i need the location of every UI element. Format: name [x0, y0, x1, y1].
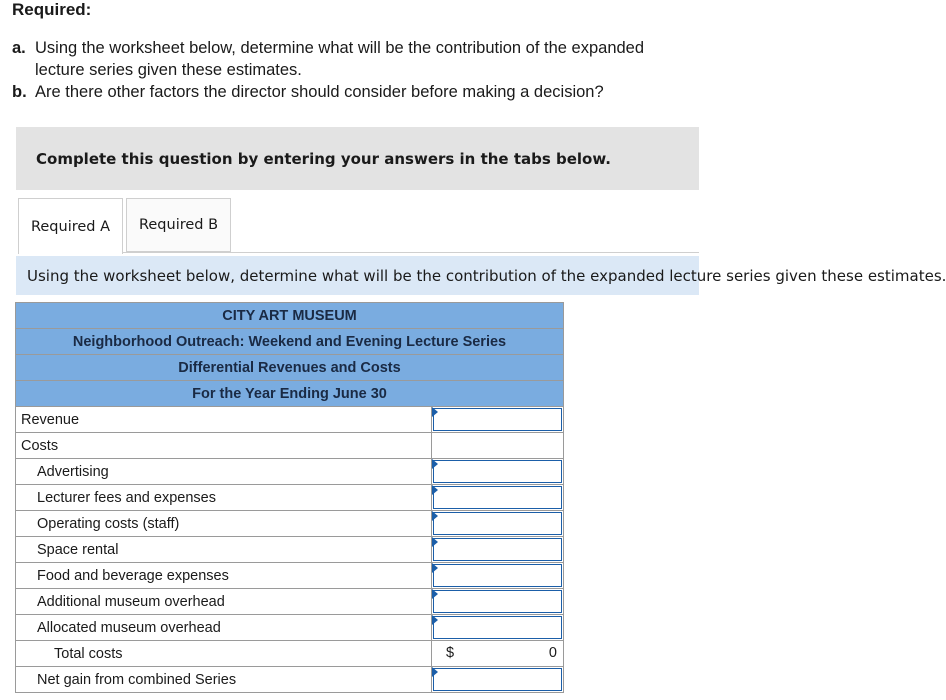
row-label-lecturer-fees: Lecturer fees and expenses — [16, 485, 432, 511]
table-row — [16, 511, 564, 537]
currency-symbol: $ — [446, 645, 455, 661]
instructions-banner: Complete this question by entering your answers in the tabs below. — [16, 127, 699, 190]
tab-divider — [123, 252, 699, 253]
table-row — [16, 667, 564, 693]
cell-flag-icon — [432, 459, 438, 469]
row-label-additional-overhead: Additional museum overhead — [16, 589, 432, 615]
table-row — [16, 615, 564, 641]
row-label-revenue: Revenue — [16, 407, 432, 433]
table-row — [16, 459, 564, 485]
worksheet-statement-name: Differential Revenues and Costs — [16, 355, 564, 381]
value-cell — [432, 485, 564, 511]
cell-flag-icon — [432, 667, 438, 677]
operating-costs-input[interactable] — [433, 512, 562, 535]
cell-flag-icon — [432, 485, 438, 495]
total-costs-value — [432, 641, 564, 667]
revenue-input[interactable] — [433, 408, 562, 431]
required-item-letter: a. — [12, 39, 26, 57]
required-list — [12, 37, 692, 103]
row-label-costs: Costs — [16, 433, 432, 459]
value-cell — [432, 511, 564, 537]
tab-required-a[interactable]: Required A — [18, 198, 123, 254]
worksheet-subtitle: Neighborhood Outreach: Weekend and Evening Lecture Series — [16, 329, 564, 355]
table-row — [16, 407, 564, 433]
value-cell — [432, 537, 564, 563]
row-label-allocated-overhead: Allocated museum overhead — [16, 615, 432, 641]
value-cell — [432, 459, 564, 485]
table-row — [16, 589, 564, 615]
row-label-food-beverage: Food and beverage expenses — [16, 563, 432, 589]
lecturer-fees-input[interactable] — [433, 486, 562, 509]
allocated-overhead-input[interactable] — [433, 616, 562, 639]
tab-instruction: Using the worksheet below, determine what will be the contribution of the expanded lecture series given these estimates. — [16, 256, 699, 295]
advertising-input[interactable] — [433, 460, 562, 483]
space-rental-input[interactable] — [433, 538, 562, 561]
value-cell-empty — [432, 433, 564, 459]
total-costs-amount: 0 — [548, 645, 557, 661]
value-cell — [432, 667, 564, 693]
food-beverage-input[interactable] — [433, 564, 562, 587]
row-label-net-gain: Net gain from combined Series — [16, 667, 432, 693]
required-heading: Required: — [12, 0, 92, 19]
row-label-operating-costs: Operating costs (staff) — [16, 511, 432, 537]
required-item-a — [12, 37, 692, 81]
required-item-text: Are there other factors the director should consider before making a decision? — [35, 83, 604, 101]
table-row — [16, 641, 564, 667]
table-row — [16, 563, 564, 589]
table-row — [16, 433, 564, 459]
value-cell — [432, 615, 564, 641]
required-item-text: Using the worksheet below, determine what will be the contribution of the expanded lecture series given these estimates. — [35, 39, 645, 79]
cell-flag-icon — [432, 511, 438, 521]
row-label-total-costs: Total costs — [16, 641, 432, 667]
additional-overhead-input[interactable] — [433, 590, 562, 613]
value-cell — [432, 589, 564, 615]
tab-required-b[interactable]: Required B — [126, 198, 231, 252]
worksheet-table — [15, 302, 564, 693]
worksheet-header-row — [16, 303, 564, 329]
value-cell — [432, 407, 564, 433]
table-row — [16, 537, 564, 563]
row-label-space-rental: Space rental — [16, 537, 432, 563]
required-item-b — [12, 81, 692, 103]
worksheet-header-row — [16, 381, 564, 407]
table-row — [16, 485, 564, 511]
row-label-advertising: Advertising — [16, 459, 432, 485]
net-gain-input[interactable] — [433, 668, 562, 691]
cell-flag-icon — [432, 563, 438, 573]
value-cell — [432, 563, 564, 589]
cell-flag-icon — [432, 407, 438, 417]
cell-flag-icon — [432, 537, 438, 547]
worksheet-header-row — [16, 329, 564, 355]
cell-flag-icon — [432, 615, 438, 625]
worksheet-header-row — [16, 355, 564, 381]
worksheet-period: For the Year Ending June 30 — [16, 381, 564, 407]
worksheet-title: CITY ART MUSEUM — [16, 303, 564, 329]
cell-flag-icon — [432, 589, 438, 599]
required-item-letter: b. — [12, 83, 27, 101]
